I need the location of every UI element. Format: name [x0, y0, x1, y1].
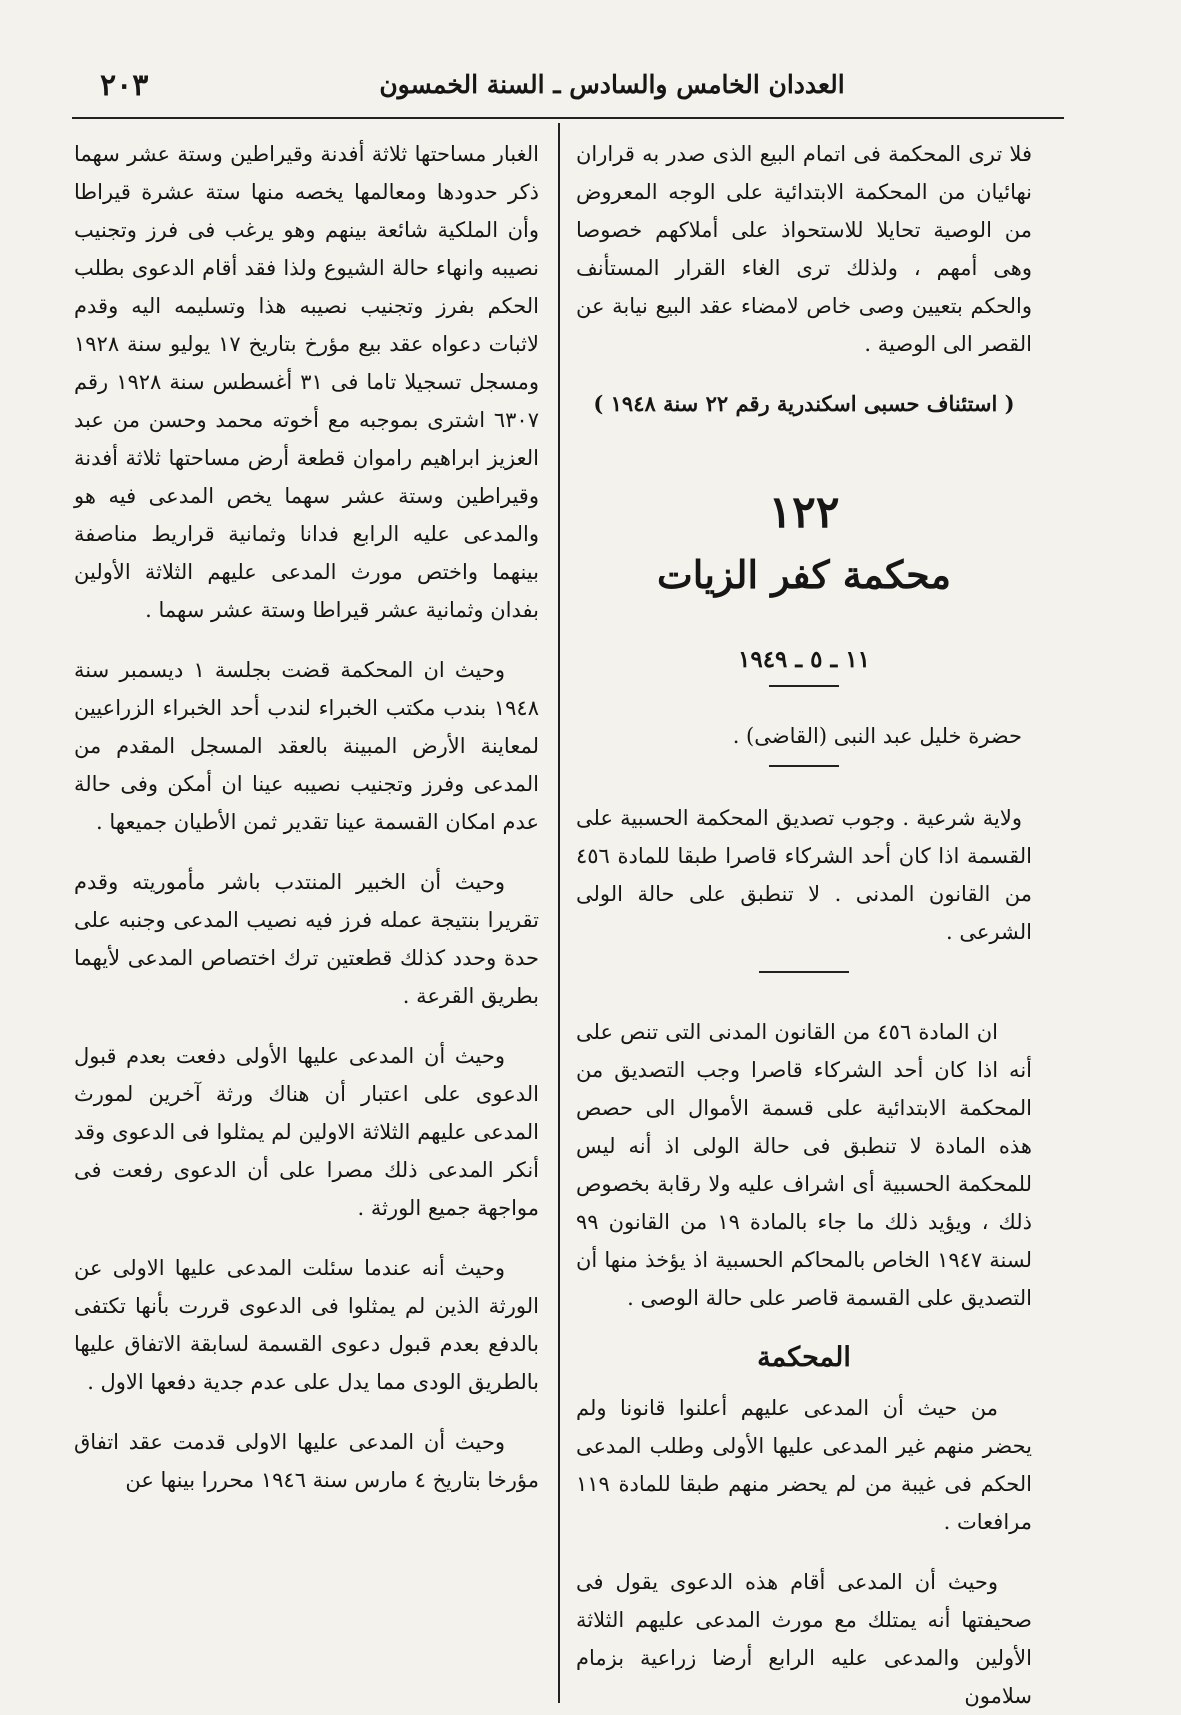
case-summary: ولاية شرعية . وجوب تصديق المحكمة الحسبية على القسمة اذا كان أحد الشركاء قاصرا طبقا للمادة ٤٥٦ من القانون المدنى . لا تنطبق على حالة الولى الشرعى . — [576, 806, 1032, 944]
running-title: العددان الخامس والسادس ـ السنة الخمسون — [379, 70, 845, 99]
body-paragraph: وحيث أن الخبير المنتدب باشر مأموريته وقدم تقريرا بنتيجة عمله فرز فيه نصيب المدعى وجنبه على حدة وحدد كذلك قطعتين ترك اختصاص المدعى لأيهما بطريق القرعة . — [74, 870, 539, 1008]
body-paragraph: وحيث أن المدعى عليها الأولى دفعت بعدم قبول الدعوى على اعتبار أن هناك ورثة آخرين لمورث المدعى عليهم الثلاثة الاولين لم يمثلوا فى الدعوى وقد أنكر المدعى ذلك مصرا على أن الدعوى رفعت فى مواجهة جميع الورثة . — [74, 1044, 539, 1220]
body-paragraph: وحيث أنه عندما سئلت المدعى عليها الاولى عن الورثة الذين لم يمثلوا فى الدعوى قررت بأنها تكتفى بالدفع بعدم قبول دعوى القسمة لسابقة الاتفاق عليها بالطريق الودى مما يدل على عدم جدية دفعها الاول . — [74, 1256, 539, 1394]
continuation-paragraph: فلا ترى المحكمة فى اتمام البيع الذى صدر به قراران نهائيان من المحكمة الابتدائية على الوجه المعروض من الوصية تحايلا للاستحواذ على أملاكهم خصوصا وهى أمهم ، ولذلك ترى الغاء القرار المستأنف والحكم بتعيين وصى خاص لامضاء عقد البيع نيابة عن القصر الى الوصية . — [576, 142, 1032, 356]
header-rule — [72, 117, 1064, 119]
page-number: ٢٠٣ — [100, 68, 149, 103]
judge-rule — [769, 765, 839, 767]
continuation-paragraph: الغبار مساحتها ثلاثة أفدنة وقيراطين وستة عشر سهما ذكر حدودها ومعالمها يخصه منها ستة عشرة قيراطا وأن الملكية شائعة بينهم وهو يرغب فى فرز وتجنيب نصيبه وانهاء حالة الشيوع ولذا فقد أقام الدعوى بطلب الحكم بفرز وتجنيب نصيبه هذا وتسليمه اليه وقدم لاثبات دعواه عقد بيع مؤرخ بتاريخ ١٧ يوليو سنة ١٩٢٨ ومسجل تسجيلا تاما فى ٣١ أغسطس سنة ١٩٢٨ رقم ٦٣٠٧ اشترى بموجبه مع أخوته محمد وحسن من عبد العزيز ابراهيم راموان قطعة أرض مساحتها ثلاثة أفدنة وقيراطين وستة عشر سهما يخص المدعى فيه هو والمدعى عليه الرابع فدانا وثمانية قراريط مناصفة بينهما واختص مورث المدعى عليهم الثلاثة الأولين بفدان وثمانية عشر قيراطا وستة عشر سهما . — [74, 142, 539, 622]
date-rule — [769, 685, 839, 687]
case-citation: ( استئناف حسبى اسكندرية رقم ٢٢ سنة ١٩٤٨ ) — [593, 391, 1015, 416]
case-number: ١٢٢ — [768, 487, 840, 538]
left-column — [74, 135, 539, 1703]
court-name: محكمة كفر الزيات — [657, 552, 951, 597]
judge-line: حضرة خليل عبد النبى (القاضى) . — [732, 724, 1022, 748]
page-header — [72, 66, 1062, 106]
body-paragraph: وحيث أن المدعى عليها الاولى قدمت عقد اتفاق مؤرخا بتاريخ ٤ مارس سنة ١٩٤٦ محررا بينها عن — [74, 1430, 539, 1492]
column-divider — [558, 123, 560, 1703]
legal-principle-paragraph: ان المادة ٤٥٦ من القانون المدنى التى تنص على أنه اذا كان أحد الشركاء قاصرا وجب التصديق من المحكمة الابتدائية على قسمة الأموال الى حصص هذه المادة لا تنطبق فى حالة الولى اذ أنه ليس للمحكمة الحسبية أى اشراف عليه ولا رقابة بخصوص ذلك ، ويؤيد ذلك ما جاء بالمادة ١٩ من القانون ٩٩ لسنة ١٩٤٧ الخاص بالمحاكم الحسبية اذ يؤخذ منها أن التصديق على القسمة قاصر على حالة الوصى . — [576, 1020, 1032, 1310]
ruling-date: ١١ ـ ٥ ـ ١٩٤٩ — [737, 646, 871, 673]
right-column — [576, 135, 1032, 1708]
section-heading: المحكمة — [757, 1342, 851, 1373]
summary-rule — [759, 971, 849, 973]
body-paragraph: من حيث أن المدعى عليهم أعلنوا قانونا ولم يحضر منهم غير المدعى عليها الأولى وطلب المدعى الحكم فى غيبة من لم يحضر منهم طبقا للمادة ١١٩ مرافعات . — [576, 1396, 1032, 1534]
body-paragraph: وحيث ان المحكمة قضت بجلسة ١ ديسمبر سنة ١٩٤٨ بندب مكتب الخبراء لندب أحد الخبراء الزراعيين لمعاينة الأرض المبينة بالعقد المسجل المقدم من المدعى وفرز وتجنيب نصيبه عينا ان أمكن وفى حالة عدم امكان القسمة عينا تقدير ثمن الأطيان جميعها . — [74, 658, 539, 834]
body-paragraph: وحيث أن المدعى أقام هذه الدعوى يقول فى صحيفتها أنه يمتلك مع مورث المدعى عليهم الثلاثة الأولين والمدعى عليه الرابع أرضا زراعية بزمام سلامون — [576, 1570, 1032, 1708]
